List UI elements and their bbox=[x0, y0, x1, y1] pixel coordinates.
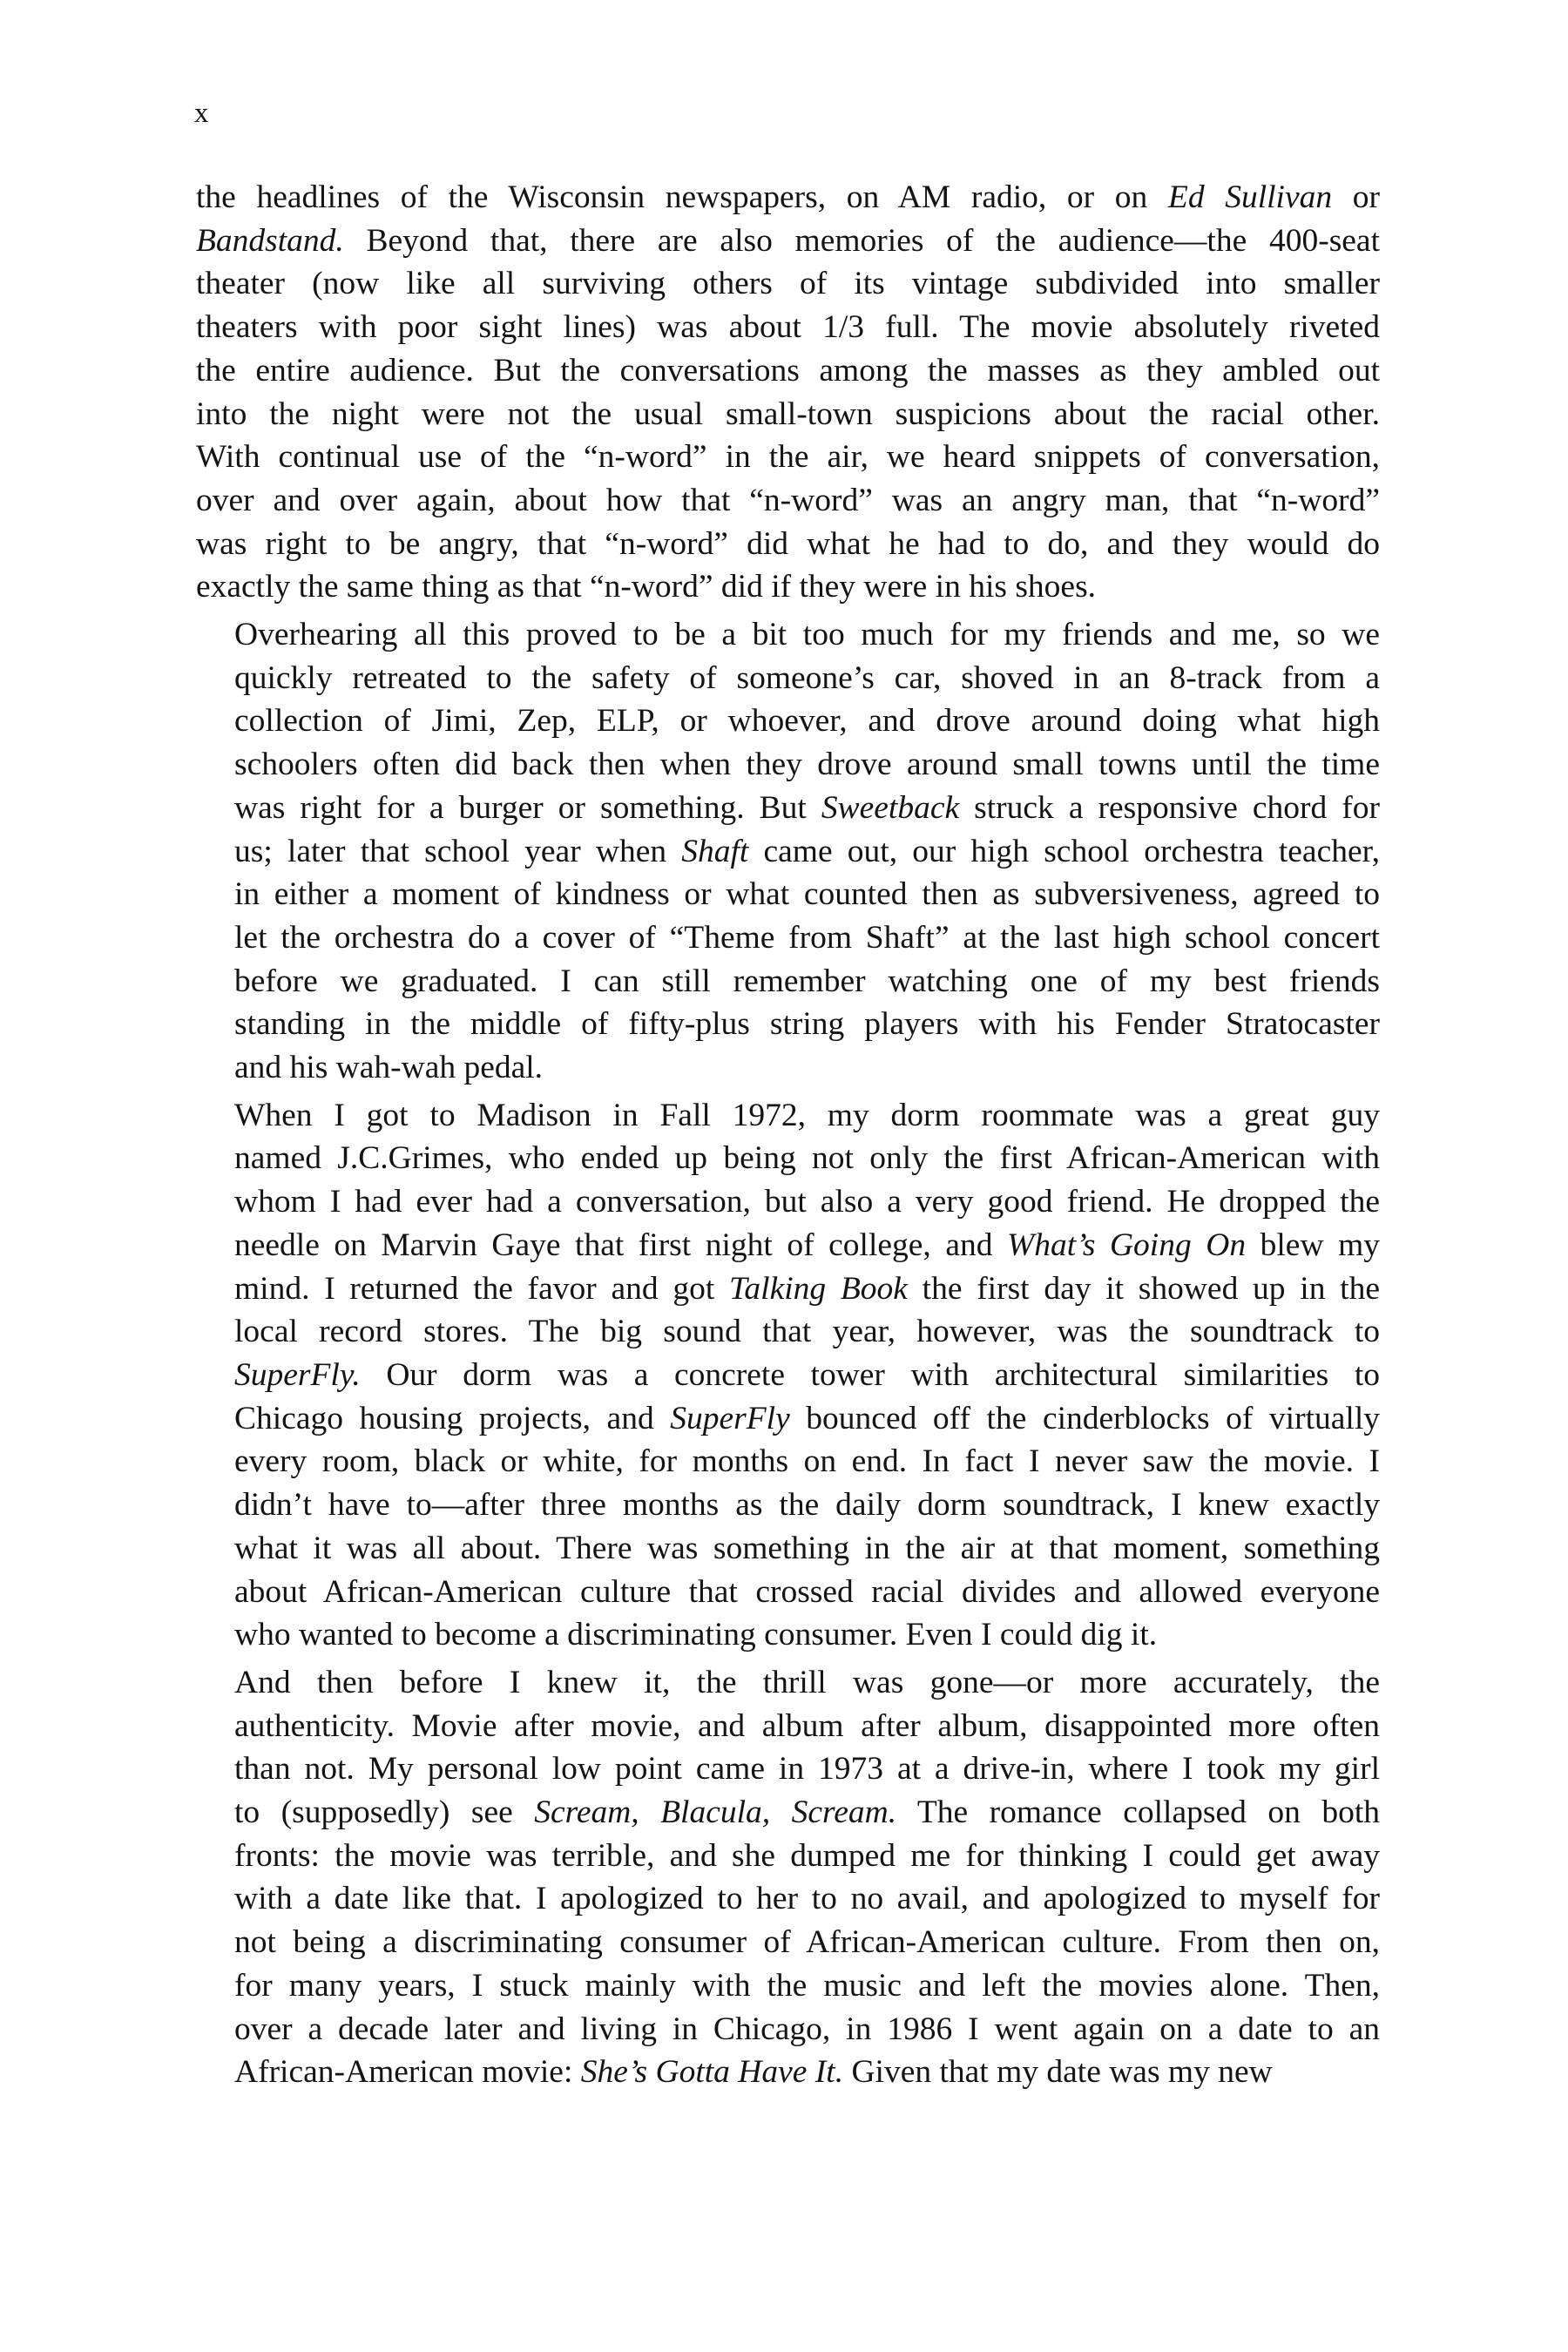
text-run: who wanted to become a discriminating consumer. Even I could dig it. bbox=[234, 1617, 1158, 1653]
text-line bbox=[196, 1964, 1380, 2008]
text-line bbox=[196, 1267, 1380, 1311]
text-run: theaters with poor sight lines) was about 1/3 full. The movie absolutely riveted bbox=[196, 309, 1380, 346]
text-run: The romance collapsed on both bbox=[896, 1794, 1380, 1831]
text-line bbox=[196, 1397, 1380, 1441]
text-run: over and over again, about how that “n-word” was an angry man, that “n-word” bbox=[196, 482, 1380, 518]
page-number: x bbox=[194, 98, 209, 129]
text-line bbox=[196, 657, 1380, 700]
text-line bbox=[196, 1613, 1380, 1657]
text-run: collection of Jimi, Zep, ELP, or whoever, and drove around doing what high bbox=[234, 703, 1380, 740]
text-run: what it was all about. There was something in the air at that moment, something bbox=[234, 1530, 1380, 1566]
text-run: us; later that school year when bbox=[234, 833, 682, 869]
text-line bbox=[196, 1354, 1380, 1397]
italic-title: SuperFly. bbox=[234, 1356, 361, 1393]
text-line bbox=[196, 2051, 1380, 2094]
text-line bbox=[196, 349, 1380, 393]
text-run: the headlines of the Wisconsin newspapers, on AM radio, or on bbox=[196, 179, 1168, 215]
text-line bbox=[196, 1310, 1380, 1354]
text-run: to (supposedly) see bbox=[234, 1794, 535, 1831]
text-run: authenticity. Movie after movie, and album after album, disappointed more often bbox=[234, 1707, 1380, 1744]
text-line bbox=[196, 1747, 1380, 1791]
text-run: And then before I knew it, the thrill was gone—or more accurately, the bbox=[234, 1664, 1380, 1700]
text-run: When I got to Madison in Fall 1972, my dorm roommate was a great guy bbox=[234, 1097, 1380, 1133]
italic-title: Bandstand. bbox=[196, 222, 344, 259]
italic-title: Talking Book bbox=[728, 1270, 908, 1307]
text-line bbox=[196, 960, 1380, 1004]
text-run: theater (now like all surviving others of its vintage subdivided into smaller bbox=[196, 266, 1380, 302]
text-run: Beyond that, there are also memories of the audience—the 400-seat bbox=[343, 222, 1380, 259]
text-run: Given that my date was my new bbox=[843, 2054, 1273, 2091]
text-run: the first day it showed up in the bbox=[907, 1270, 1380, 1307]
text-line bbox=[196, 1791, 1380, 1835]
italic-title: What’s Going On bbox=[1007, 1227, 1247, 1263]
text-line bbox=[196, 1877, 1380, 1921]
italic-title: SuperFly bbox=[670, 1400, 790, 1436]
italic-title: Scream, Blacula, Scream. bbox=[534, 1794, 897, 1831]
text-line bbox=[196, 1224, 1380, 1267]
text-run: not being a discriminating consumer of African-American culture. From then on, bbox=[234, 1924, 1380, 1961]
text-run: for many years, I stuck mainly with the music and left the movies alone. Then, bbox=[234, 1967, 1380, 2004]
text-line bbox=[196, 700, 1380, 743]
text-line bbox=[196, 1094, 1380, 1138]
text-run: was right for a burger or something. But bbox=[234, 789, 821, 826]
text-run: Overhearing all this proved to be a bit too much for my friends and me, so we bbox=[234, 617, 1380, 653]
text-run: exactly the same thing as that “n-word” did if they were in his shoes. bbox=[196, 569, 1097, 605]
text-run: blew my bbox=[1246, 1227, 1380, 1263]
text-run: or bbox=[1332, 179, 1380, 215]
italic-title: Shaft bbox=[681, 833, 749, 869]
text-line bbox=[196, 873, 1380, 916]
paragraph bbox=[196, 176, 1380, 609]
text-line bbox=[196, 1484, 1380, 1527]
text-run: the entire audience. But the conversations among the masses as they ambled out bbox=[196, 352, 1380, 389]
text-run: named J.C.Grimes, who ended up being not only the first African-American with bbox=[234, 1140, 1380, 1177]
text-line bbox=[196, 613, 1380, 657]
text-line bbox=[196, 1835, 1380, 1878]
text-run: in either a moment of kindness or what counted then as subversiveness, agreed to bbox=[234, 876, 1380, 913]
text-line bbox=[196, 1661, 1380, 1705]
paragraph bbox=[196, 1094, 1380, 1657]
text-run: needle on Marvin Gaye that first night of college, and bbox=[234, 1227, 1008, 1263]
text-line bbox=[196, 393, 1380, 436]
text-line bbox=[196, 220, 1380, 263]
text-run: quickly retreated to the safety of someone’s car, shoved in an 8-track from a bbox=[234, 659, 1380, 696]
text-run: mind. I returned the favor and got bbox=[234, 1270, 729, 1307]
paragraph bbox=[196, 613, 1380, 1090]
text-line bbox=[196, 743, 1380, 787]
text-line bbox=[196, 830, 1380, 874]
text-run: schoolers often did back then when they drove around small towns until the time bbox=[234, 747, 1380, 783]
text-run: was right to be angry, that “n-word” did what he had to do, and they would do bbox=[196, 525, 1380, 562]
text-line bbox=[196, 787, 1380, 830]
text-run: into the night were not the usual small-town suspicions about the racial other. bbox=[196, 395, 1380, 432]
body-text bbox=[196, 176, 1380, 2094]
text-run: local record stores. The big sound that year, however, was the soundtrack to bbox=[234, 1314, 1380, 1350]
text-run: fronts: the movie was terrible, and she dumped me for thinking I could get away bbox=[234, 1837, 1380, 1874]
italic-title: Ed Sullivan bbox=[1167, 179, 1333, 215]
text-line bbox=[196, 565, 1380, 609]
text-line bbox=[196, 436, 1380, 479]
italic-title: Sweetback bbox=[821, 789, 960, 826]
text-run: every room, black or white, for months on end. In fact I never saw the movie. I bbox=[234, 1443, 1380, 1480]
text-run: over a decade later and living in Chicago, in 1986 I went again on a date to an bbox=[234, 2011, 1380, 2047]
paragraph bbox=[196, 1661, 1380, 2094]
text-run: about African-American culture that crossed racial divides and allowed everyone bbox=[234, 1573, 1380, 1610]
text-line bbox=[196, 1137, 1380, 1180]
text-run: whom I had ever had a conversation, but also a very good friend. He dropped the bbox=[234, 1184, 1380, 1220]
text-line bbox=[196, 1527, 1380, 1571]
text-line bbox=[196, 523, 1380, 566]
text-line bbox=[196, 2008, 1380, 2051]
text-run: with a date like that. I apologized to her to no avail, and apologized to myself for bbox=[234, 1881, 1380, 1917]
text-run: struck a responsive chord for bbox=[959, 789, 1380, 826]
text-line bbox=[196, 176, 1380, 220]
text-run: Our dorm was a concrete tower with architectural similarities to bbox=[360, 1356, 1380, 1393]
text-line bbox=[196, 306, 1380, 349]
text-line bbox=[196, 1003, 1380, 1046]
text-line bbox=[196, 916, 1380, 960]
text-run: before we graduated. I can still remember watching one of my best friends bbox=[234, 963, 1380, 999]
text-run: let the orchestra do a cover of “Theme from Shaft” at the last high school concert bbox=[234, 919, 1380, 956]
text-run: African-American movie: bbox=[234, 2054, 581, 2091]
text-line bbox=[196, 262, 1380, 306]
text-line bbox=[196, 1440, 1380, 1484]
text-line bbox=[196, 1571, 1380, 1614]
text-line bbox=[196, 1180, 1380, 1224]
text-run: bounced off the cinderblocks of virtually bbox=[789, 1400, 1380, 1436]
text-run: standing in the middle of fifty-plus string players with his Fender Stratocaster bbox=[234, 1006, 1380, 1043]
text-line bbox=[196, 1046, 1380, 1090]
text-run: than not. My personal low point came in 1973 at a drive-in, where I took my girl bbox=[234, 1751, 1380, 1788]
text-run: With continual use of the “n-word” in the air, we heard snippets of conversation, bbox=[196, 439, 1380, 476]
text-run: Chicago housing projects, and bbox=[234, 1400, 671, 1436]
text-run: came out, our high school orchestra teacher, bbox=[748, 833, 1380, 869]
text-line bbox=[196, 1705, 1380, 1748]
text-line bbox=[196, 1921, 1380, 1964]
text-run: and his wah-wah pedal. bbox=[234, 1050, 544, 1086]
text-line bbox=[196, 479, 1380, 523]
text-run: didn’t have to—after three months as the daily dorm soundtrack, I knew exactly bbox=[234, 1487, 1380, 1524]
italic-title: She’s Gotta Have It. bbox=[580, 2054, 844, 2091]
